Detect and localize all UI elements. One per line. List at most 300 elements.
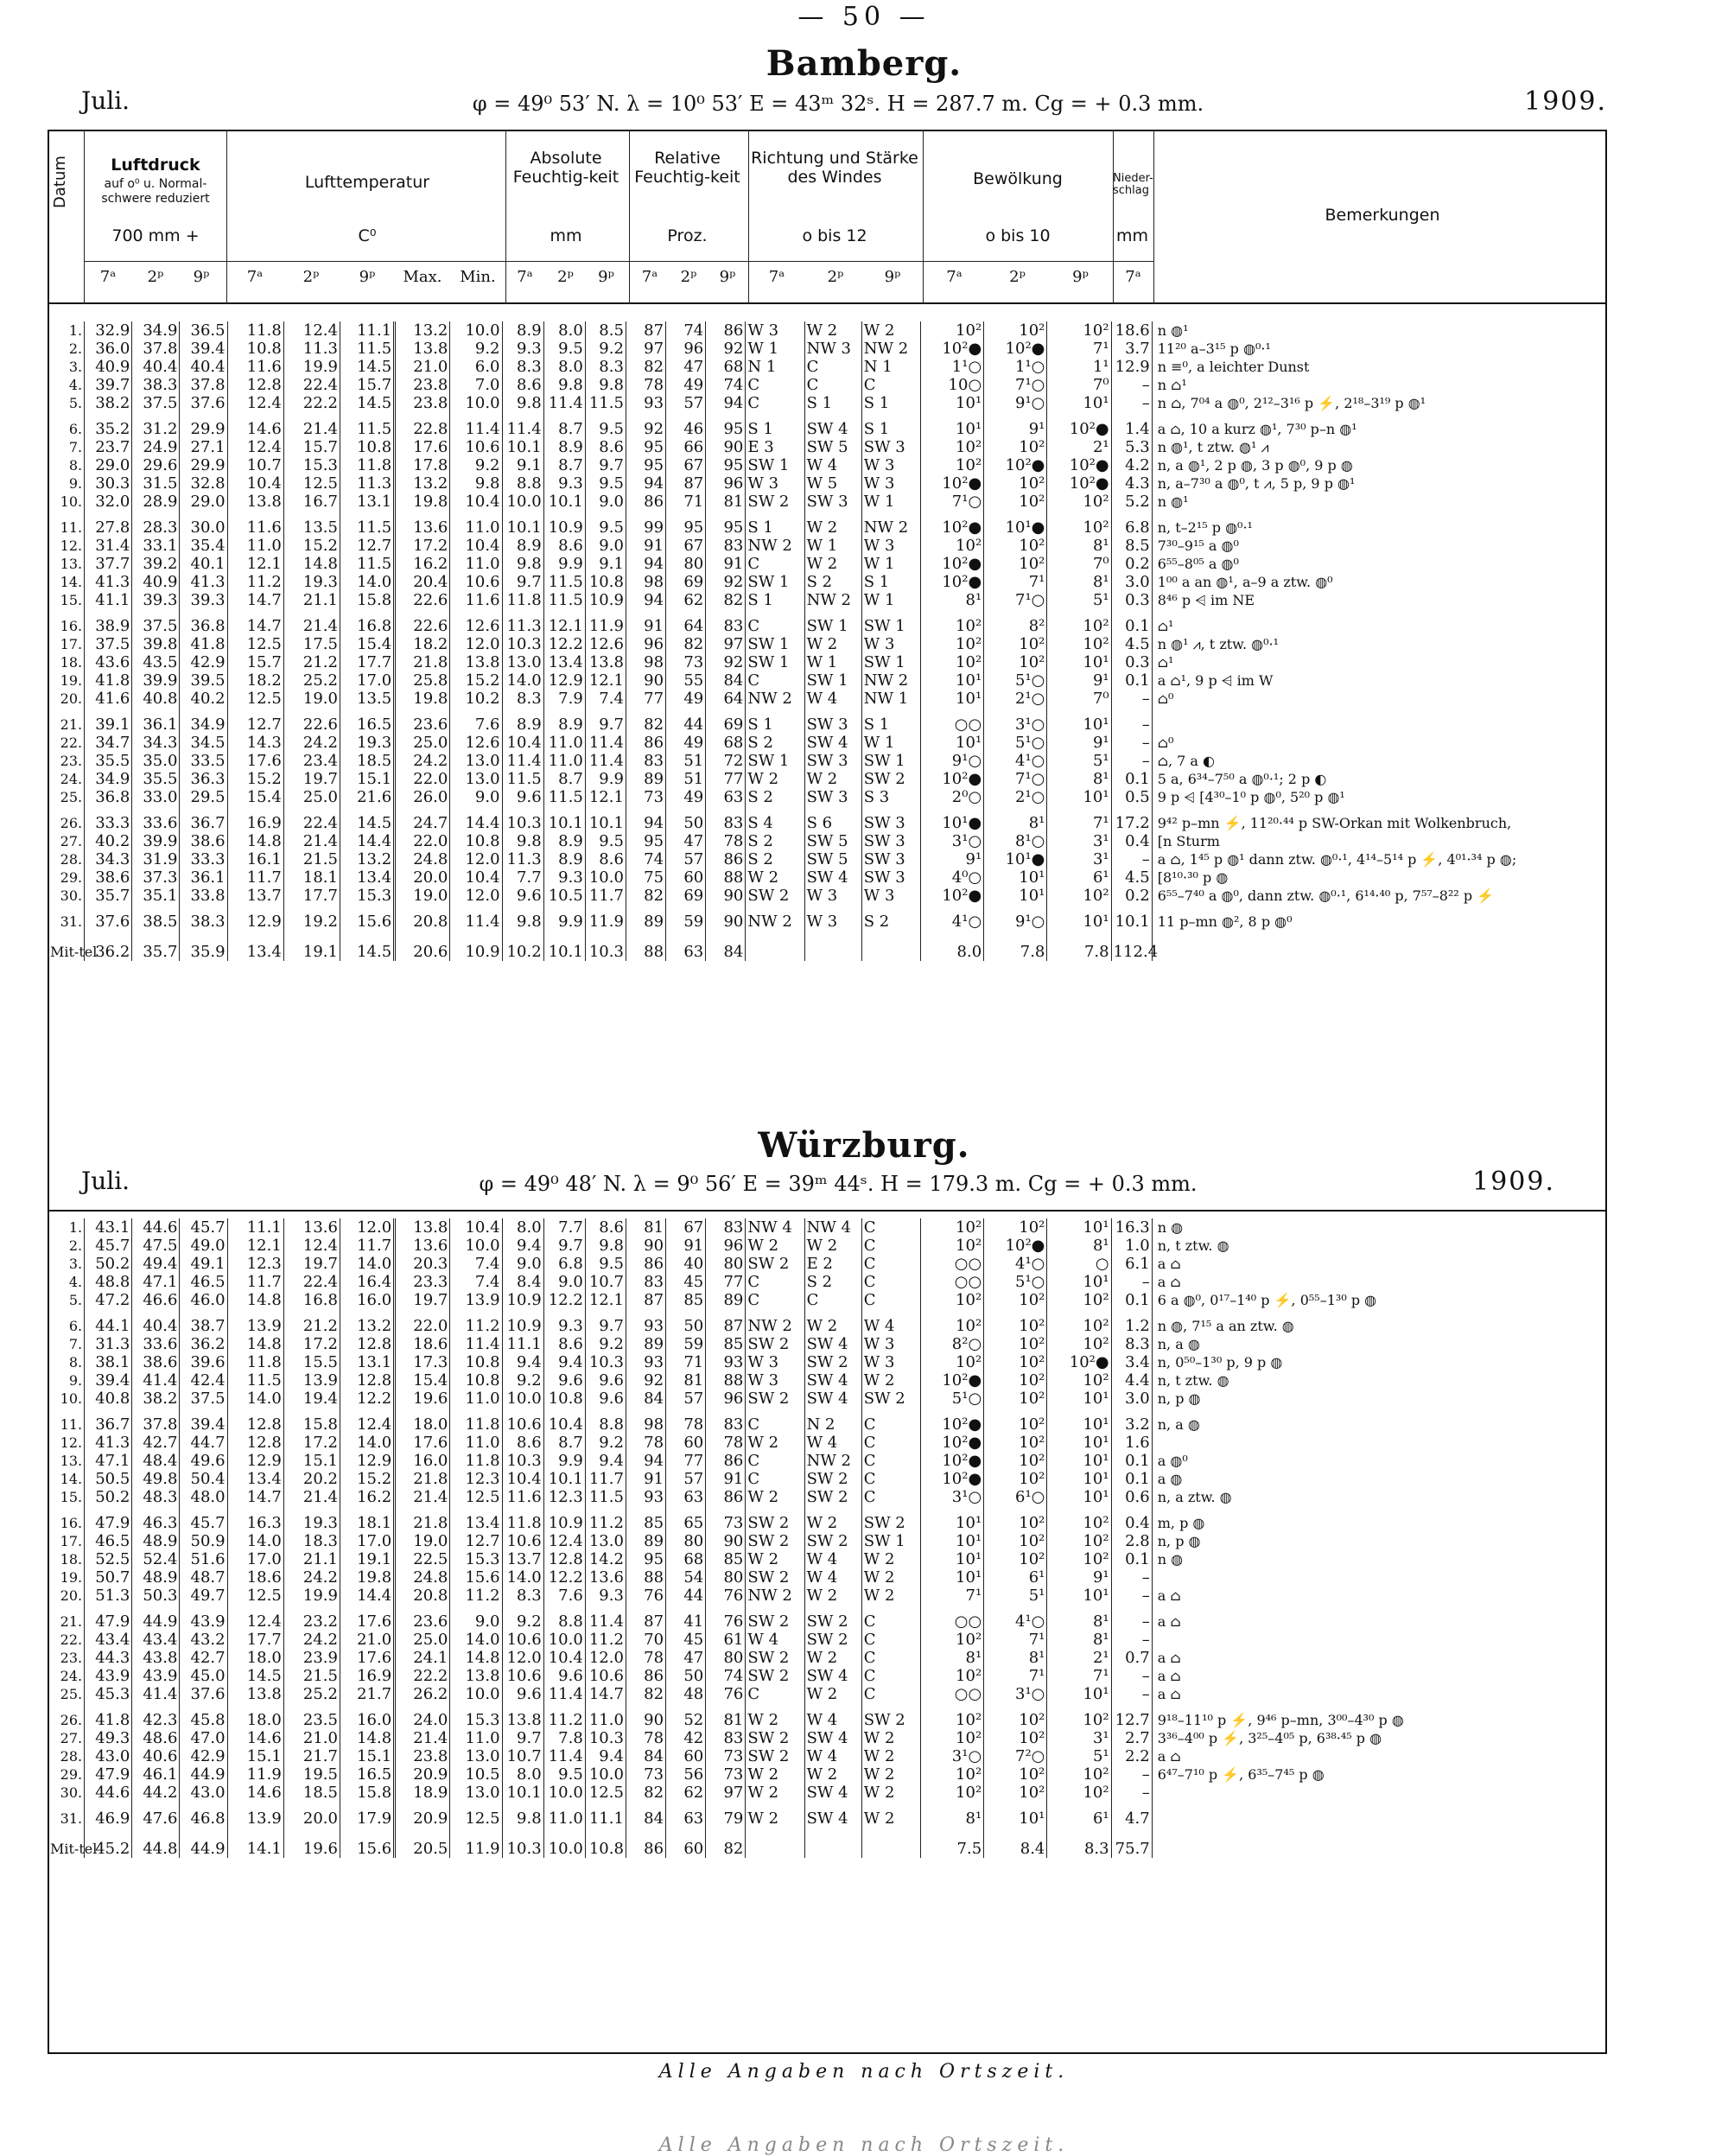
date-cell: 2. — [48, 340, 85, 358]
table-row — [48, 456, 1608, 474]
value-cell: C — [746, 376, 804, 394]
value-cell: 13.8 — [585, 653, 626, 671]
value-cell: 10.0 — [450, 394, 502, 412]
value-cell: 11.9 — [227, 1765, 283, 1784]
value-cell: 41 — [666, 1605, 706, 1631]
value-cell: 12.4 — [543, 1532, 585, 1550]
value-cell: 35.2 — [85, 412, 132, 438]
value-cell: 10.1 — [502, 511, 543, 537]
date-cell: Mit-tel — [48, 1828, 85, 1858]
date-cell: 18. — [48, 1550, 85, 1568]
value-cell: 4.2 — [1111, 456, 1152, 474]
value-cell: 10² — [984, 493, 1047, 511]
value-cell: 17.2 — [395, 537, 450, 555]
value-cell: 8.5 — [585, 321, 626, 340]
value-cell: W 1 — [804, 537, 861, 555]
value-cell: 44 — [666, 708, 706, 734]
value-cell: 9.5 — [585, 412, 626, 438]
value-cell: 10.6 — [502, 1631, 543, 1649]
value-cell: 47 — [666, 358, 706, 376]
value-cell: 36.1 — [132, 708, 180, 734]
value-cell: 90 — [626, 1703, 665, 1729]
value-cell: 15.3 — [283, 456, 340, 474]
value-cell: 10² — [984, 1309, 1047, 1335]
value-cell: 90 — [706, 887, 746, 905]
value-cell: 10² — [920, 1667, 983, 1685]
value-cell: 22.0 — [395, 832, 450, 850]
value-cell: SW 1 — [746, 752, 804, 770]
value-cell: 7.7 — [502, 868, 543, 887]
value-cell: 42.7 — [180, 1649, 227, 1667]
value-cell: 11.4 — [502, 752, 543, 770]
value-cell: 14.0 — [227, 1532, 283, 1550]
value-cell: 9.8 — [502, 555, 543, 573]
remark-cell — [1152, 1784, 1607, 1802]
value-cell: 12.0 — [502, 1649, 543, 1667]
value-cell: 10²● — [920, 340, 983, 358]
value-cell: 14.0 — [502, 1568, 543, 1587]
value-cell: 91 — [666, 1237, 706, 1255]
value-cell: 38.5 — [132, 905, 180, 931]
value-cell: 11.5 — [543, 591, 585, 609]
value-cell: 42.4 — [180, 1371, 227, 1390]
value-cell: 12.8 — [227, 1408, 283, 1434]
table-row — [48, 1255, 1608, 1273]
value-cell: 4.4 — [1111, 1371, 1152, 1390]
value-cell: 22.6 — [395, 609, 450, 635]
value-cell: 14.5 — [340, 806, 394, 832]
value-cell: 57 — [666, 1390, 706, 1408]
value-cell: 8.6 — [585, 1218, 626, 1237]
value-cell: 24.2 — [395, 752, 450, 770]
value-cell: 12.5 — [450, 1802, 502, 1828]
value-cell: 36.8 — [180, 609, 227, 635]
value-cell: 44.3 — [85, 1649, 132, 1667]
value-cell: 10¹ — [1047, 905, 1111, 931]
sub-af-7: 7ᵃ — [517, 268, 533, 286]
value-cell: 20.2 — [283, 1470, 340, 1488]
value-cell: 12.6 — [450, 609, 502, 635]
value-cell: 5¹○ — [984, 734, 1047, 752]
value-cell: NW 2 — [861, 671, 920, 690]
value-cell: 11.4 — [585, 752, 626, 770]
value-cell: 16.2 — [395, 555, 450, 573]
value-cell: W 4 — [746, 1631, 804, 1649]
value-cell: 10.4 — [227, 474, 283, 493]
value-cell: 8.9 — [543, 832, 585, 850]
date-cell: 19. — [48, 1568, 85, 1587]
value-cell: 40.4 — [180, 358, 227, 376]
value-cell: 23.4 — [283, 752, 340, 770]
value-cell: 9¹ — [1047, 1568, 1111, 1587]
value-cell: 12.9 — [340, 1452, 394, 1470]
value-cell: 8¹ — [1047, 770, 1111, 788]
value-cell: 7⁰ — [1047, 555, 1111, 573]
value-cell: 13.5 — [340, 690, 394, 708]
value-cell: 2.2 — [1111, 1747, 1152, 1765]
value-cell: 3¹○ — [984, 708, 1047, 734]
value-cell: 12.2 — [543, 635, 585, 653]
value-cell: 16.9 — [340, 1667, 394, 1685]
value-cell: 83 — [706, 537, 746, 555]
value-cell: 11.3 — [502, 609, 543, 635]
table-row — [48, 1729, 1608, 1747]
value-cell: 41.3 — [85, 573, 132, 591]
value-cell: 10²● — [920, 770, 983, 788]
value-cell: 11.4 — [450, 1335, 502, 1353]
value-cell: 10.8 — [340, 438, 394, 456]
date-cell: 25. — [48, 788, 85, 806]
value-cell: 7¹ — [984, 1631, 1047, 1649]
value-cell: 60 — [666, 1747, 706, 1765]
value-cell: 8¹ — [984, 806, 1047, 832]
date-cell: 5. — [48, 394, 85, 412]
value-cell: ○○ — [920, 1605, 983, 1631]
value-cell: 12.5 — [283, 474, 340, 493]
value-cell: 50.2 — [85, 1255, 132, 1273]
value-cell: 41.8 — [180, 635, 227, 653]
value-cell: 12.1 — [585, 1291, 626, 1309]
value-cell: 13.0 — [450, 752, 502, 770]
value-cell: 1.6 — [1111, 1434, 1152, 1452]
date-cell: 27. — [48, 832, 85, 850]
value-cell: 2¹○ — [984, 690, 1047, 708]
value-cell: 10¹ — [984, 868, 1047, 887]
value-cell: 12.5 — [585, 1784, 626, 1802]
value-cell: 22.5 — [395, 1550, 450, 1568]
value-cell: 11.6 — [502, 1488, 543, 1506]
value-cell: 29.9 — [180, 456, 227, 474]
mean-row — [48, 931, 1608, 961]
value-cell: – — [1111, 1605, 1152, 1631]
value-cell: 10.1 — [543, 806, 585, 832]
value-cell: 49.0 — [180, 1237, 227, 1255]
value-cell: 10² — [1047, 1532, 1111, 1550]
hdr-abs-feuchte-unit: mm — [550, 226, 582, 245]
value-cell: 10² — [920, 456, 983, 474]
value-cell: 0.4 — [1111, 832, 1152, 850]
value-cell: 7¹○ — [984, 591, 1047, 609]
value-cell: SW 5 — [804, 438, 861, 456]
value-cell: 35.7 — [85, 887, 132, 905]
value-cell: W 2 — [804, 1237, 861, 1255]
value-cell: 13.6 — [395, 511, 450, 537]
value-cell: 6¹ — [1047, 1802, 1111, 1828]
value-cell: 13.4 — [227, 931, 283, 961]
value-cell: 12.1 — [227, 555, 283, 573]
remark-cell: 9 p ⩤ [4³⁰–1⁰ p ◍⁰, 5²⁰ p ◍¹ — [1152, 788, 1607, 806]
hdr-abs-feuchte: Absolute Feuchtig-keit — [512, 149, 619, 187]
value-cell: 13.0 — [502, 653, 543, 671]
table-row — [48, 788, 1608, 806]
remark-cell: n ⌂¹ — [1152, 376, 1607, 394]
value-cell: S 3 — [861, 788, 920, 806]
value-cell: 21.4 — [283, 1488, 340, 1506]
value-cell: 46.5 — [180, 1273, 227, 1291]
date-cell: Mit-tel — [48, 931, 85, 961]
remark-cell: n ◍¹ — [1152, 321, 1607, 340]
value-cell: 74 — [666, 321, 706, 340]
value-cell: 81 — [706, 1703, 746, 1729]
value-cell: 10² — [1047, 609, 1111, 635]
value-cell: 19.3 — [340, 734, 394, 752]
value-cell: 9.5 — [585, 832, 626, 850]
value-cell: 37.8 — [132, 340, 180, 358]
value-cell: 49.7 — [180, 1587, 227, 1605]
value-cell: 63 — [666, 931, 706, 961]
value-cell: SW 2 — [746, 1390, 804, 1408]
value-cell: 17.3 — [395, 1353, 450, 1371]
sub-b-2: 2ᵖ — [1009, 268, 1026, 286]
value-cell: 50 — [666, 1309, 706, 1335]
value-cell: 7.9 — [543, 690, 585, 708]
value-cell: 10²● — [984, 340, 1047, 358]
value-cell: 10²● — [984, 1237, 1047, 1255]
value-cell: 5¹○ — [920, 1390, 983, 1408]
value-cell: 16.7 — [283, 493, 340, 511]
value-cell: 93 — [626, 394, 665, 412]
value-cell: 19.5 — [283, 1765, 340, 1784]
value-cell: 0.3 — [1111, 653, 1152, 671]
value-cell: 21.7 — [340, 1685, 394, 1703]
date-cell: 15. — [48, 1488, 85, 1506]
value-cell: ○ — [1047, 1255, 1111, 1273]
value-cell: 9.6 — [585, 1390, 626, 1408]
value-cell: 41.1 — [85, 591, 132, 609]
remark-cell — [1152, 708, 1607, 734]
value-cell: 10.3 — [585, 1353, 626, 1371]
table-row — [48, 1532, 1608, 1550]
value-cell: 8²○ — [920, 1335, 983, 1353]
value-cell: 52.5 — [85, 1550, 132, 1568]
value-cell: 9.4 — [543, 1353, 585, 1371]
value-cell: 91 — [626, 537, 665, 555]
value-cell: 84 — [626, 1390, 665, 1408]
value-cell: 39.4 — [180, 340, 227, 358]
value-cell: 20.0 — [395, 868, 450, 887]
value-cell: 7⁰ — [1047, 690, 1111, 708]
value-cell: 11.2 — [543, 1703, 585, 1729]
value-cell: N 1 — [746, 358, 804, 376]
value-cell: 1.2 — [1111, 1309, 1152, 1335]
value-cell: E 3 — [746, 438, 804, 456]
value-cell: 17.9 — [340, 1802, 394, 1828]
value-cell: 12.1 — [543, 609, 585, 635]
remark-cell: 6 a ◍⁰, 0¹⁷–1⁴⁰ p ⚡, 0⁵⁵–1³⁰ p ◍ — [1152, 1291, 1607, 1309]
value-cell: 18.0 — [227, 1649, 283, 1667]
value-cell: 87 — [626, 321, 665, 340]
sub-ld-7: 7ᵃ — [99, 268, 117, 286]
value-cell: 9.9 — [585, 770, 626, 788]
value-cell: 14.0 — [340, 1255, 394, 1273]
value-cell: 10²● — [920, 555, 983, 573]
value-cell: 19.6 — [395, 1390, 450, 1408]
remark-cell: a ◍ — [1152, 1470, 1607, 1488]
value-cell: 10.6 — [450, 573, 502, 591]
value-cell: 24.0 — [395, 1703, 450, 1729]
value-cell: 10¹ — [920, 1532, 983, 1550]
value-cell: SW 2 — [746, 1532, 804, 1550]
value-cell: C — [746, 394, 804, 412]
value-cell: 10¹ — [984, 887, 1047, 905]
remark-cell: n, a ◍ — [1152, 1335, 1607, 1353]
value-cell: SW 2 — [746, 1568, 804, 1587]
wuerzburg-coordinates: φ = 49⁰ 48′ N. λ = 9⁰ 56′ E = 39ᵐ 44ˢ. H = 179.3 m. Cg = + 0.3 mm. — [479, 1172, 1198, 1196]
value-cell: 0.2 — [1111, 887, 1152, 905]
value-cell: 11.5 — [340, 412, 394, 438]
value-cell: 9.9 — [543, 1452, 585, 1470]
value-cell: 8.0 — [502, 1218, 543, 1237]
value-cell: 13.0 — [450, 1784, 502, 1802]
value-cell: 44.2 — [132, 1784, 180, 1802]
value-cell: S 2 — [746, 832, 804, 850]
value-cell: 10.1 — [1111, 905, 1152, 931]
remark-cell: n ◍, 7¹⁵ a an ztw. ◍ — [1152, 1309, 1607, 1335]
value-cell: 72 — [706, 752, 746, 770]
value-cell: 7.6 — [450, 708, 502, 734]
value-cell: 60 — [666, 1434, 706, 1452]
value-cell: 9.5 — [585, 511, 626, 537]
remark-cell: ⌂⁰ — [1152, 690, 1607, 708]
value-cell: 10¹ — [1047, 1408, 1111, 1434]
value-cell: 7¹ — [984, 573, 1047, 591]
value-cell: W 3 — [861, 887, 920, 905]
value-cell: 11.9 — [585, 609, 626, 635]
value-cell: 12.9 — [1111, 358, 1152, 376]
value-cell: 14.0 — [502, 671, 543, 690]
value-cell: 13.2 — [395, 321, 450, 340]
value-cell: 12.0 — [340, 1218, 394, 1237]
value-cell: 37.8 — [180, 376, 227, 394]
value-cell: NW 4 — [746, 1218, 804, 1237]
value-cell: 39.7 — [85, 376, 132, 394]
date-cell: 26. — [48, 1703, 85, 1729]
value-cell: C — [746, 1273, 804, 1291]
value-cell: 39.2 — [132, 555, 180, 573]
value-cell: 90 — [706, 905, 746, 931]
value-cell: 66 — [666, 438, 706, 456]
value-cell: 10.4 — [502, 1470, 543, 1488]
value-cell: 32.9 — [85, 321, 132, 340]
value-cell: 10.8 — [450, 1371, 502, 1390]
value-cell: 82 — [626, 887, 665, 905]
table-row — [48, 573, 1608, 591]
value-cell: 11.4 — [543, 394, 585, 412]
value-cell: 47.9 — [85, 1765, 132, 1784]
value-cell: W 3 — [804, 905, 861, 931]
value-cell: 8.9 — [543, 708, 585, 734]
value-cell: 42.7 — [132, 1434, 180, 1452]
value-cell: 17.8 — [395, 456, 450, 474]
value-cell: SW 4 — [804, 1371, 861, 1390]
value-cell: 10² — [984, 1371, 1047, 1390]
value-cell: W 2 — [746, 1434, 804, 1452]
value-cell: 80 — [706, 1255, 746, 1273]
value-cell: 95 — [626, 456, 665, 474]
value-cell: NW 2 — [804, 1452, 861, 1470]
hdr-bemerkungen: Bemerkungen — [1325, 206, 1440, 225]
value-cell: 24.7 — [395, 806, 450, 832]
value-cell: 22.2 — [395, 1667, 450, 1685]
remark-cell: ⌂¹ — [1152, 653, 1607, 671]
value-cell: 18.6 — [227, 1568, 283, 1587]
value-cell: 9.3 — [543, 1309, 585, 1335]
value-cell: W 3 — [746, 1353, 804, 1371]
date-cell: 5. — [48, 1291, 85, 1309]
value-cell: 10² — [1047, 1335, 1111, 1353]
value-cell: 7.8 — [984, 931, 1047, 961]
value-cell: 32.8 — [180, 474, 227, 493]
value-cell: 14.4 — [340, 832, 394, 850]
value-cell: 10¹● — [920, 806, 983, 832]
value-cell: SW 1 — [804, 609, 861, 635]
date-cell: 14. — [48, 573, 85, 591]
table-row — [48, 340, 1608, 358]
value-cell: 12.3 — [227, 1255, 283, 1273]
value-cell: 10² — [920, 1353, 983, 1371]
value-cell: 7¹○ — [920, 493, 983, 511]
value-cell: 15.3 — [340, 887, 394, 905]
value-cell: 9.2 — [585, 1335, 626, 1353]
value-cell: 8.6 — [502, 376, 543, 394]
value-cell: 10¹● — [984, 850, 1047, 868]
value-cell: 8.9 — [543, 850, 585, 868]
value-cell: C — [861, 1470, 920, 1488]
value-cell: 44 — [666, 1587, 706, 1605]
value-cell: 10² — [984, 653, 1047, 671]
date-cell: 23. — [48, 752, 85, 770]
table-row — [48, 887, 1608, 905]
value-cell: 10¹ — [1047, 1470, 1111, 1488]
table-row — [48, 1802, 1608, 1828]
value-cell: W 4 — [804, 1434, 861, 1452]
value-cell: 73 — [626, 788, 665, 806]
value-cell: 10¹ — [920, 1506, 983, 1532]
value-cell: 87 — [626, 1605, 665, 1631]
remark-cell: 11 p–mn ◍², 8 p ◍⁰ — [1152, 905, 1607, 931]
value-cell: 25.0 — [283, 788, 340, 806]
value-cell: 91 — [706, 1470, 746, 1488]
date-cell: 30. — [48, 887, 85, 905]
value-cell: 7¹ — [1047, 1667, 1111, 1685]
value-cell: SW 2 — [746, 1667, 804, 1685]
value-cell: 7.4 — [585, 690, 626, 708]
value-cell: – — [1111, 1568, 1152, 1587]
value-cell: C — [746, 671, 804, 690]
value-cell: 8¹ — [1047, 1237, 1111, 1255]
value-cell: W 3 — [746, 1371, 804, 1390]
value-cell: 5¹ — [1047, 1747, 1111, 1765]
value-cell: 31.4 — [85, 537, 132, 555]
value-cell: 23.6 — [395, 1605, 450, 1631]
value-cell: 28.3 — [132, 511, 180, 537]
value-cell: 10.3 — [502, 635, 543, 653]
value-cell: 10¹ — [1047, 394, 1111, 412]
value-cell: 20.6 — [395, 931, 450, 961]
value-cell: 71 — [666, 1353, 706, 1371]
value-cell: 11.0 — [543, 734, 585, 752]
value-cell: W 2 — [746, 1237, 804, 1255]
value-cell: 14.4 — [340, 1587, 394, 1605]
value-cell: 11.5 — [340, 340, 394, 358]
value-cell: 76 — [706, 1685, 746, 1703]
value-cell: 60 — [666, 1828, 706, 1858]
date-cell: 24. — [48, 770, 85, 788]
value-cell: 51.3 — [85, 1587, 132, 1605]
value-cell: 5.2 — [1111, 493, 1152, 511]
value-cell — [861, 1828, 920, 1858]
value-cell: 10¹ — [1047, 653, 1111, 671]
